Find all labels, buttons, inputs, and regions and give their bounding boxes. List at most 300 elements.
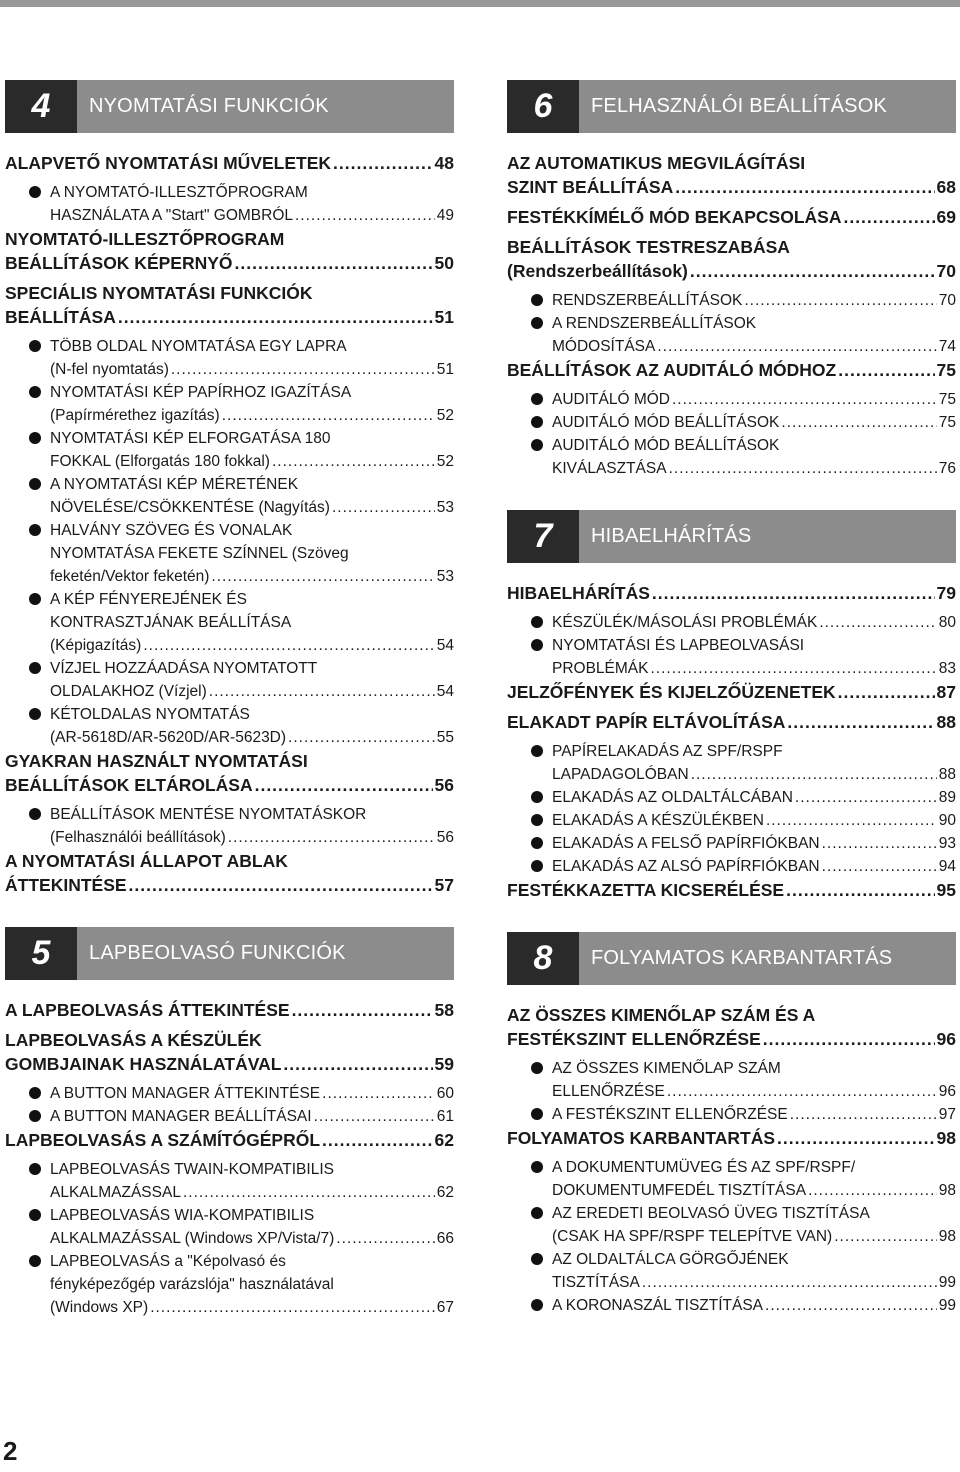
- section-7: [507, 510, 956, 902]
- toc-entry-text: GOMBJAINAK HASZNÁLATÁVAL: [5, 1054, 282, 1074]
- dot-leader: [333, 151, 433, 175]
- bullet-icon: [531, 745, 543, 757]
- toc-page-number: 99: [938, 1297, 956, 1314]
- dot-leader: [332, 496, 435, 519]
- toc-entry-text: BEÁLLÍTÁSOK AZ AUDITÁLÓ MÓDHOZ: [507, 360, 837, 380]
- toc-main-entry[interactable]: [507, 151, 956, 199]
- toc-entry-line: [507, 680, 956, 704]
- toc-entry-text: NYOMTATÁSA FEKETE SZÍNNEL (Szöveg: [50, 545, 349, 562]
- dot-leader: [795, 786, 937, 809]
- toc-page-number: 62: [436, 1184, 454, 1201]
- dot-leader: [667, 1080, 937, 1103]
- toc-sub-entry[interactable]: [507, 786, 956, 809]
- toc-entry-text: (Windows XP): [50, 1299, 149, 1316]
- section-header: [507, 932, 956, 985]
- toc-entry-line: [552, 657, 956, 680]
- toc-entry-line: [552, 312, 956, 335]
- bullet-icon: [531, 837, 543, 849]
- toc-sub-entry[interactable]: [5, 703, 454, 749]
- toc-page-number: 79: [936, 583, 956, 603]
- section-entries: [507, 1003, 956, 1317]
- toc-sub-entry[interactable]: [507, 289, 956, 312]
- toc-sub-entry[interactable]: [5, 1204, 454, 1250]
- section-header: [507, 510, 956, 563]
- dot-leader: [228, 826, 435, 849]
- toc-sub-entry[interactable]: [5, 181, 454, 227]
- toc-page-number: 51: [434, 307, 454, 327]
- toc-entry-text: A KORONASZÁL TISZTÍTÁSA: [552, 1297, 764, 1314]
- toc-entry-text: HIBAELHÁRÍTÁS: [507, 583, 650, 603]
- toc-entry-text: AZ OLDALTÁLCA GÖRGŐJÉNEK: [552, 1251, 789, 1268]
- toc-entry-line: [5, 305, 454, 329]
- bullet-icon: [531, 1253, 543, 1265]
- toc-page-number: 96: [936, 1029, 956, 1049]
- toc-entry-text: NÖVELÉSE/CSÖKKENTÉSE (Nagyítás): [50, 499, 330, 516]
- toc-page-number: 55: [436, 729, 454, 746]
- toc-entry-text: A NYOMTATÁSI KÉP MÉRETÉNEK: [50, 476, 299, 493]
- dot-leader: [288, 726, 435, 749]
- toc-entry-text: SZINT BEÁLLÍTÁSA: [507, 177, 674, 197]
- toc-entry-text: JELZŐFÉNYEK ÉS KIJELZŐÜZENETEK: [507, 682, 836, 702]
- toc-main-entry[interactable]: [507, 235, 956, 283]
- toc-entry-line: [552, 289, 956, 312]
- toc-page-number: 52: [436, 407, 454, 424]
- toc-entry-line: [50, 588, 454, 611]
- toc-page-number: 67: [436, 1299, 454, 1316]
- dot-leader: [150, 1296, 435, 1319]
- toc-entry-line: [552, 611, 956, 634]
- toc-entry-text: AUDITÁLÓ MÓD: [552, 391, 670, 408]
- toc-sub-entry[interactable]: [507, 611, 956, 634]
- toc-entry-text: ÁTTEKINTÉSE: [5, 875, 127, 895]
- toc-entry-line: [552, 855, 956, 878]
- toc-main-entry[interactable]: [5, 849, 454, 897]
- toc-main-entry[interactable]: [507, 878, 956, 902]
- toc-entry-line: [50, 826, 454, 849]
- toc-entry-text: FOKKAL (Elforgatás 180 fokkal): [50, 453, 270, 470]
- bullet-icon: [531, 639, 543, 651]
- toc-page-number: 98: [936, 1128, 956, 1148]
- toc-entry-text: KÉSZÜLÉK/MÁSOLÁSI PROBLÉMÁK: [552, 614, 818, 631]
- toc-page-number: 76: [938, 460, 956, 477]
- toc-main-entry[interactable]: [5, 1028, 454, 1076]
- toc-page-number: 74: [938, 338, 956, 355]
- dot-leader: [283, 1052, 432, 1076]
- dot-leader: [766, 809, 937, 832]
- toc-entry-text: OLDALAKHOZ (Vízjel): [50, 683, 207, 700]
- toc-sub-entry[interactable]: [507, 1103, 956, 1126]
- toc-page-number: 66: [436, 1230, 454, 1247]
- bullet-icon: [531, 1108, 543, 1120]
- toc-page-number: 49: [436, 207, 454, 224]
- toc-entry-line: [552, 411, 956, 434]
- dot-leader: [657, 335, 936, 358]
- toc-entry-line: [50, 542, 454, 565]
- toc-sub-entry[interactable]: [5, 588, 454, 657]
- toc-entry-text: KÉTOLDALAS NYOMTATÁS: [50, 706, 250, 723]
- dot-leader: [763, 1027, 935, 1051]
- toc-entry-text: (Képigazítás): [50, 637, 142, 654]
- toc-page-number: 75: [936, 360, 956, 380]
- toc-entry-line: [552, 1294, 956, 1317]
- toc-entry-text: AZ ÖSSZES KIMENŐLAP SZÁM: [552, 1060, 781, 1077]
- dot-leader: [652, 581, 935, 605]
- toc-entry-text: PROBLÉMÁK: [552, 660, 649, 677]
- dot-leader: [843, 205, 934, 229]
- toc-sub-entry[interactable]: [5, 427, 454, 473]
- toc-page-number: 87: [936, 682, 956, 702]
- toc-page-number: 97: [938, 1106, 956, 1123]
- toc-sub-entry[interactable]: [507, 1248, 956, 1294]
- toc-entry-line: [50, 1158, 454, 1181]
- toc-entry-line: [552, 634, 956, 657]
- toc-main-entry[interactable]: [507, 205, 956, 229]
- toc-sub-entry[interactable]: [507, 1202, 956, 1248]
- section-number: 8: [507, 932, 579, 985]
- toc-entry-line: [50, 1250, 454, 1273]
- bullet-icon: [531, 393, 543, 405]
- toc-entry-text: VÍZJEL HOZZÁADÁSA NYOMTATOTT: [50, 660, 318, 677]
- toc-entry-line: [50, 1082, 454, 1105]
- dot-leader: [295, 204, 435, 227]
- section-header: [5, 927, 454, 980]
- toc-entry-line: [50, 803, 454, 826]
- toc-page-number: 95: [936, 880, 956, 900]
- dot-leader: [222, 404, 435, 427]
- toc-entry-line: [552, 434, 956, 457]
- bullet-icon: [29, 708, 41, 720]
- toc-entry-line: [5, 251, 454, 275]
- bullet-icon: [531, 860, 543, 872]
- bullet-icon: [29, 386, 41, 398]
- bullet-icon: [531, 616, 543, 628]
- dot-leader: [669, 457, 937, 480]
- toc-page-number: 96: [938, 1083, 956, 1100]
- section-number: 5: [5, 927, 77, 980]
- toc-entry-text: A NYOMTATÁSI ÁLLAPOT ABLAK: [5, 851, 288, 871]
- toc-entry-text: HASZNÁLATA A "Start" GOMBRÓL: [50, 207, 293, 224]
- toc-sub-entry[interactable]: [507, 740, 956, 786]
- dot-leader: [819, 611, 936, 634]
- toc-entry-line: [50, 657, 454, 680]
- toc-page-number: 89: [938, 789, 956, 806]
- toc-entry-line: [507, 358, 956, 382]
- toc-entry-text: BEÁLLÍTÁSOK ELTÁROLÁSA: [5, 775, 253, 795]
- dot-leader: [765, 1294, 937, 1317]
- toc-entry-text: KONTRASZTJÁNAK BEÁLLÍTÁSA: [50, 614, 292, 631]
- toc-sub-entry[interactable]: [507, 1294, 956, 1317]
- toc-page-number: 68: [936, 177, 956, 197]
- toc-entry-text: NYOMTATÓ-ILLESZTŐPROGRAM: [5, 229, 285, 249]
- toc-entry-line: [5, 849, 454, 873]
- toc-column-left: [5, 80, 454, 1349]
- toc-entry-text: AUDITÁLÓ MÓD BEÁLLÍTÁSOK: [552, 414, 780, 431]
- toc-main-entry[interactable]: [507, 1126, 956, 1150]
- toc-entry-line: [507, 1003, 956, 1027]
- toc-sub-entry[interactable]: [5, 803, 454, 849]
- dot-leader: [675, 175, 934, 199]
- toc-sub-entry[interactable]: [507, 411, 956, 434]
- bullet-icon: [29, 808, 41, 820]
- toc-page-number: 50: [434, 253, 454, 273]
- toc-entry-line: [507, 235, 956, 259]
- toc-entry-text: FESTÉKKAZETTA KICSERÉLÉSE: [507, 880, 785, 900]
- toc-sub-entry[interactable]: [5, 1158, 454, 1204]
- toc-page-number: 80: [938, 614, 956, 631]
- toc-entry-line: [552, 763, 956, 786]
- toc-page-number: 88: [938, 766, 956, 783]
- toc-entry-line: [5, 1128, 454, 1152]
- dot-leader: [834, 1225, 937, 1248]
- toc-main-entry[interactable]: [5, 1128, 454, 1152]
- bullet-icon: [531, 439, 543, 451]
- page-number: 2: [3, 1436, 18, 1466]
- toc-page-number: 54: [436, 683, 454, 700]
- toc-entry-line: [552, 1080, 956, 1103]
- dot-leader: [143, 634, 434, 657]
- toc-entry-text: (Papírmérethez igazítás): [50, 407, 220, 424]
- toc-page-number: 98: [938, 1228, 956, 1245]
- section-number: 6: [507, 80, 579, 133]
- top-rule: [0, 0, 960, 7]
- toc-entry-line: [50, 427, 454, 450]
- toc-page-number: 83: [938, 660, 956, 677]
- toc-entry-line: [50, 473, 454, 496]
- toc-main-entry[interactable]: [507, 710, 956, 734]
- dot-leader: [642, 1271, 937, 1294]
- toc-page-number: 60: [436, 1085, 454, 1102]
- bullet-icon: [29, 1255, 41, 1267]
- bullet-icon: [531, 294, 543, 306]
- toc-page-number: 75: [938, 414, 956, 431]
- toc-page-number: 75: [938, 391, 956, 408]
- toc-entry-text: ELAKADÁS AZ OLDALTÁLCÁBAN: [552, 789, 793, 806]
- toc-entry-line: [50, 1296, 454, 1319]
- toc-entry-text: A RENDSZERBEÁLLÍTÁSOK: [552, 315, 757, 332]
- toc-entry-text: A BUTTON MANAGER BEÁLLÍTÁSAI: [50, 1108, 312, 1125]
- toc-entry-text: ALKALMAZÁSSAL: [50, 1184, 181, 1201]
- toc-entry-line: [552, 388, 956, 411]
- dot-leader: [322, 1082, 435, 1105]
- toc-entry-text: LAPBEOLVASÁS TWAIN-KOMPATIBILIS: [50, 1161, 334, 1178]
- toc-sub-entry[interactable]: [507, 832, 956, 855]
- bullet-icon: [29, 432, 41, 444]
- toc-page-number: 58: [434, 1000, 454, 1020]
- toc-entry-line: [50, 1181, 454, 1204]
- section-title: LAPBEOLVASÓ FUNKCIÓK: [89, 942, 346, 964]
- bullet-icon: [531, 1161, 543, 1173]
- dot-leader: [118, 305, 433, 329]
- toc-entry-line: [50, 565, 454, 588]
- toc-entry-text: LAPBEOLVASÁS A KÉSZÜLÉK: [5, 1030, 262, 1050]
- toc-entry-text: ELAKADT PAPÍR ELTÁVOLÍTÁSA: [507, 712, 786, 732]
- dot-leader: [292, 998, 433, 1022]
- toc-sub-entry[interactable]: [5, 1105, 454, 1128]
- dot-leader: [781, 411, 936, 434]
- bullet-icon: [531, 1207, 543, 1219]
- toc-entry-text: (CSAK HA SPF/RSPF TELEPÍTVE VAN): [552, 1228, 833, 1245]
- toc-sub-entry[interactable]: [507, 434, 956, 480]
- toc-entry-text: BEÁLLÍTÁSOK KÉPERNYŐ: [5, 253, 233, 273]
- dot-leader: [209, 680, 435, 703]
- toc-sub-entry[interactable]: [5, 381, 454, 427]
- toc-entry-line: [5, 773, 454, 797]
- toc-entry-line: [552, 1179, 956, 1202]
- toc-entry-text: LAPBEOLVASÁS a "Képolvasó és: [50, 1253, 286, 1270]
- toc-entry-text: LAPBEOLVASÁS WIA-KOMPATIBILIS: [50, 1207, 315, 1224]
- dot-leader: [838, 680, 935, 704]
- toc-sub-entry[interactable]: [507, 634, 956, 680]
- dot-leader: [777, 1126, 935, 1150]
- bullet-icon: [29, 662, 41, 674]
- toc-entry-text: feketén/Vektor feketén): [50, 568, 210, 585]
- toc-entry-text: TISZTÍTÁSA: [552, 1274, 640, 1291]
- section-title: HIBAELHÁRÍTÁS: [591, 525, 752, 547]
- toc-entry-text: RENDSZERBEÁLLÍTÁSOK: [552, 292, 743, 309]
- toc-main-entry[interactable]: [5, 151, 454, 175]
- toc-entry-line: [50, 1204, 454, 1227]
- dot-leader: [786, 878, 934, 902]
- toc-page-number: 98: [938, 1182, 956, 1199]
- toc-entry-text: LAPADAGOLÓBAN: [552, 766, 689, 783]
- bullet-icon: [29, 524, 41, 536]
- toc-page-number: 70: [938, 292, 956, 309]
- toc-sub-entry[interactable]: [507, 388, 956, 411]
- toc-page-number: 94: [938, 858, 956, 875]
- toc-page-number: 48: [434, 153, 454, 173]
- dot-leader: [272, 450, 435, 473]
- toc-entry-line: [50, 181, 454, 204]
- section-title: NYOMTATÁSI FUNKCIÓK: [89, 95, 329, 117]
- toc-entry-text: BEÁLLÍTÁSOK MENTÉSE NYOMTATÁSKOR: [50, 806, 367, 823]
- toc-sub-entry[interactable]: [507, 1156, 956, 1202]
- toc-sub-entry[interactable]: [507, 1057, 956, 1103]
- toc-page-number: 59: [434, 1054, 454, 1074]
- dot-leader: [744, 289, 936, 312]
- toc-page-number: 53: [436, 499, 454, 516]
- toc-entry-line: [552, 1202, 956, 1225]
- dot-leader: [235, 251, 433, 275]
- toc-entry-text: FESTÉKSZINT ELLENŐRZÉSE: [507, 1029, 761, 1049]
- toc-page-number: 53: [436, 568, 454, 585]
- bullet-icon: [29, 1110, 41, 1122]
- toc-entry-line: [552, 1271, 956, 1294]
- toc-entry-line: [50, 680, 454, 703]
- toc-sub-entry[interactable]: [5, 1082, 454, 1105]
- bullet-icon: [29, 1163, 41, 1175]
- toc-entry-text: NYOMTATÁSI KÉP PAPÍRHOZ IGAZÍTÁSA: [50, 384, 352, 401]
- toc-entry-text: A BUTTON MANAGER ÁTTEKINTÉSE: [50, 1085, 321, 1102]
- toc-page-number: 90: [938, 812, 956, 829]
- toc-sub-entry[interactable]: [5, 335, 454, 381]
- toc-entry-text: ALKALMAZÁSSAL (Windows XP/Vista/7): [50, 1230, 335, 1247]
- toc-entry-text: (Rendszerbeállítások): [507, 261, 688, 281]
- toc-entry-line: [5, 281, 454, 305]
- toc-entry-line: [50, 519, 454, 542]
- toc-page-number: 99: [938, 1274, 956, 1291]
- toc-main-entry[interactable]: [5, 749, 454, 797]
- toc-sub-entry[interactable]: [507, 312, 956, 358]
- toc-entry-text: NYOMTATÁSI ÉS LAPBEOLVASÁSI: [552, 637, 805, 654]
- toc-entry-line: [5, 998, 454, 1022]
- toc-entry-line: [507, 1027, 956, 1051]
- toc-entry-text: FESTÉKKÍMÉLŐ MÓD BEKAPCSOLÁSA: [507, 207, 842, 227]
- toc-entry-line: [552, 786, 956, 809]
- bullet-icon: [531, 791, 543, 803]
- toc-page-number: 51: [436, 361, 454, 378]
- bullet-icon: [531, 1299, 543, 1311]
- toc-entry-line: [5, 151, 454, 175]
- toc-main-entry[interactable]: [507, 581, 956, 605]
- toc-main-entry[interactable]: [5, 998, 454, 1022]
- bullet-icon: [531, 317, 543, 329]
- toc-sub-entry[interactable]: [507, 809, 956, 832]
- section-title: FOLYAMATOS KARBANTARTÁS: [591, 947, 893, 969]
- section-entries: [507, 581, 956, 902]
- toc-entry-line: [552, 1057, 956, 1080]
- toc-entry-line: [507, 151, 956, 175]
- section-title: FELHASZNÁLÓI BEÁLLÍTÁSOK: [591, 95, 888, 117]
- bullet-icon: [29, 1209, 41, 1221]
- toc-main-entry[interactable]: [5, 227, 454, 275]
- bullet-icon: [29, 186, 41, 198]
- toc-entry-text: (Felhasználói beállítások): [50, 829, 226, 846]
- section-entries: [5, 998, 454, 1319]
- toc-page-number: 93: [938, 835, 956, 852]
- toc-entry-line: [552, 457, 956, 480]
- section-4: [5, 80, 454, 897]
- toc-entry-line: [5, 1052, 454, 1076]
- toc-sub-entry[interactable]: [5, 473, 454, 519]
- dot-leader: [650, 657, 936, 680]
- toc-entry-text: AUDITÁLÓ MÓD BEÁLLÍTÁSOK: [552, 437, 780, 454]
- section-6: [507, 80, 956, 480]
- toc-entry-text: A NYOMTATÓ-ILLESZTŐPROGRAM: [50, 184, 308, 201]
- toc-entry-line: [507, 259, 956, 283]
- toc-entry-line: [50, 496, 454, 519]
- dot-leader: [838, 358, 934, 382]
- toc-entry-text: LAPBEOLVASÁS A SZÁMÍTÓGÉPRŐL: [5, 1130, 321, 1150]
- toc-sub-entry[interactable]: [5, 519, 454, 588]
- toc-entry-text: A DOKUMENTUMÜVEG ÉS AZ SPF/RSPF/: [552, 1159, 856, 1176]
- toc-entry-line: [50, 611, 454, 634]
- bullet-icon: [531, 1062, 543, 1074]
- toc-page-number: 61: [436, 1108, 454, 1125]
- toc-sub-entry[interactable]: [5, 657, 454, 703]
- toc-entry-text: GYAKRAN HASZNÁLT NYOMTATÁSI: [5, 751, 308, 771]
- toc-main-entry[interactable]: [507, 358, 956, 382]
- toc-entry-text: ELAKADÁS AZ ALSÓ PAPÍRFIÓKBAN: [552, 858, 820, 875]
- toc-entry-line: [552, 1225, 956, 1248]
- section-number: 4: [5, 80, 77, 133]
- toc-sub-entry[interactable]: [507, 855, 956, 878]
- toc-sub-entry[interactable]: [5, 1250, 454, 1319]
- bullet-icon: [29, 593, 41, 605]
- toc-main-entry[interactable]: [507, 1003, 956, 1051]
- toc-entry-line: [5, 749, 454, 773]
- toc-entry-line: [50, 381, 454, 404]
- toc-main-entry[interactable]: [507, 680, 956, 704]
- toc-entry-text: ELAKADÁS A KÉSZÜLÉKBEN: [552, 812, 764, 829]
- toc-entry-text: AZ AUTOMATIKUS MEGVILÁGÍTÁSI: [507, 153, 806, 173]
- toc-entry-text: A LAPBEOLVASÁS ÁTTEKINTÉSE: [5, 1000, 290, 1020]
- toc-page-number: 69: [936, 207, 956, 227]
- toc-main-entry[interactable]: [5, 281, 454, 329]
- dot-leader: [314, 1105, 435, 1128]
- toc-entry-line: [50, 204, 454, 227]
- toc-page-number: 88: [936, 712, 956, 732]
- toc-entry-line: [507, 175, 956, 199]
